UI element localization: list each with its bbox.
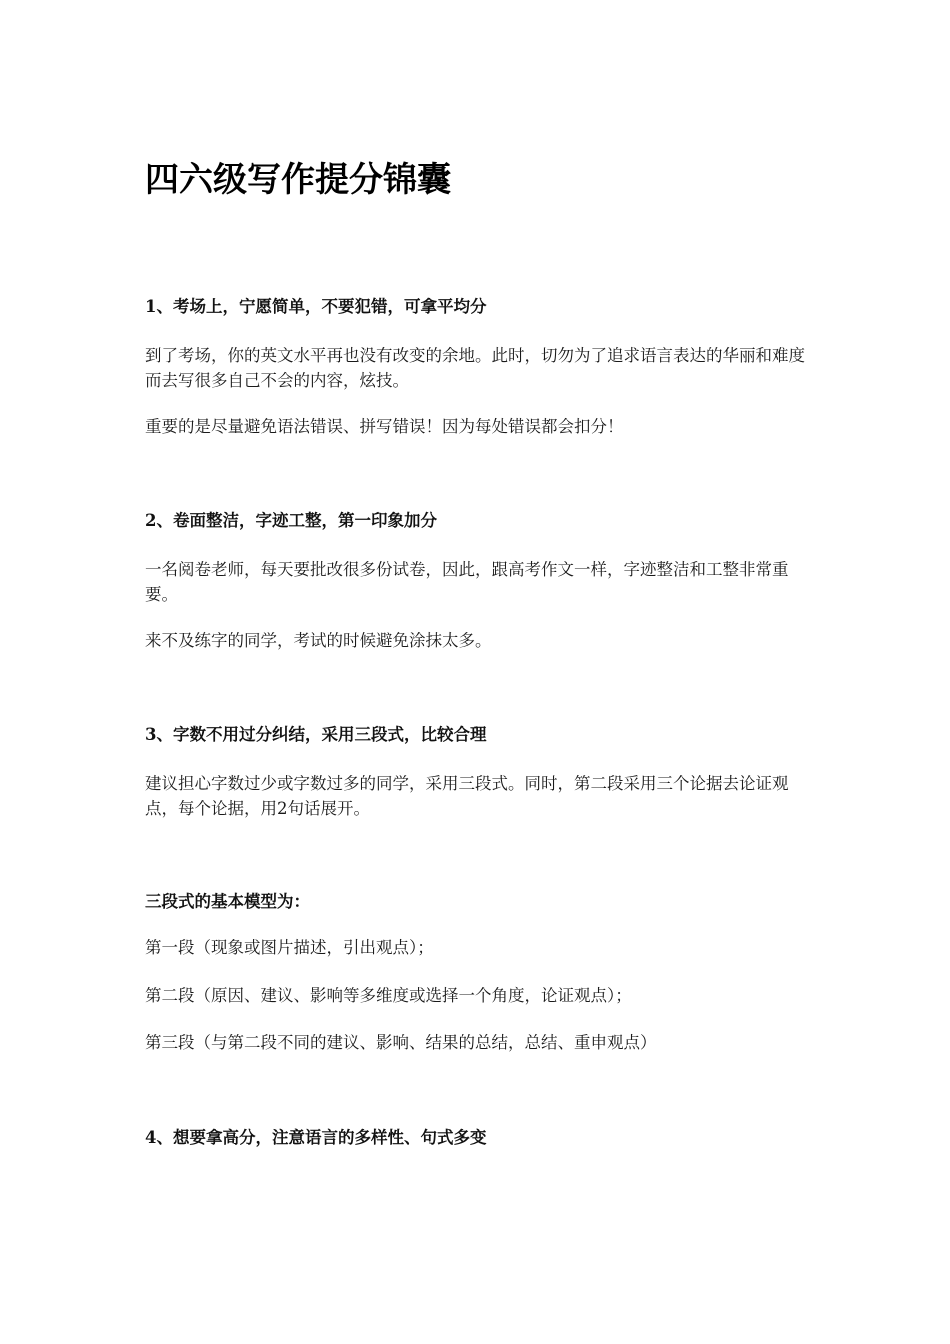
- section-heading-1: 1、考场上，宁愿简单，不要犯错，可拿平均分: [145, 297, 487, 316]
- section-heading-3: 3、字数不用过分纠结，采用三段式，比较合理: [145, 725, 487, 744]
- section-heading-2: 2、卷面整洁，字迹工整，第一印象加分: [145, 511, 437, 530]
- document-title: 四六级写作提分锦囊: [145, 160, 451, 200]
- model-paragraph-3: 第三段（与第二段不同的建议、影响、结果的总结，总结、重申观点）: [145, 1033, 657, 1052]
- section-2-paragraph-1: 一名阅卷老师，每天要批改很多份试卷，因此，跟高考作文一样，字迹整洁和工整非常重要。: [145, 560, 789, 604]
- section-2-paragraph-2: 来不及练字的同学，考试的时候避免涂抹太多。: [145, 631, 492, 650]
- section-heading-4: 4、想要拿高分，注意语言的多样性、句式多变: [145, 1128, 487, 1147]
- model-paragraph-2: 第二段（原因、建议、影响等多维度或选择一个角度，论证观点）；: [145, 986, 632, 1005]
- section-1-paragraph-1: 到了考场，你的英文水平再也没有改变的余地。此时，切勿为了追求语言表达的华丽和难度而去写很多自己不会的内容，炫技。: [145, 346, 805, 390]
- section-3-paragraph-1: 建议担心字数过少或字数过多的同学，采用三段式。同时，第二段采用三个论据去论证观点，每个论据，用2句话展开。: [145, 774, 789, 818]
- model-heading: 三段式的基本模型为：: [145, 892, 310, 911]
- model-paragraph-1: 第一段（现象或图片描述，引出观点）；: [145, 938, 434, 957]
- section-1-paragraph-2: 重要的是尽量避免语法错误、拼写错误！因为每处错误都会扣分！: [145, 417, 624, 436]
